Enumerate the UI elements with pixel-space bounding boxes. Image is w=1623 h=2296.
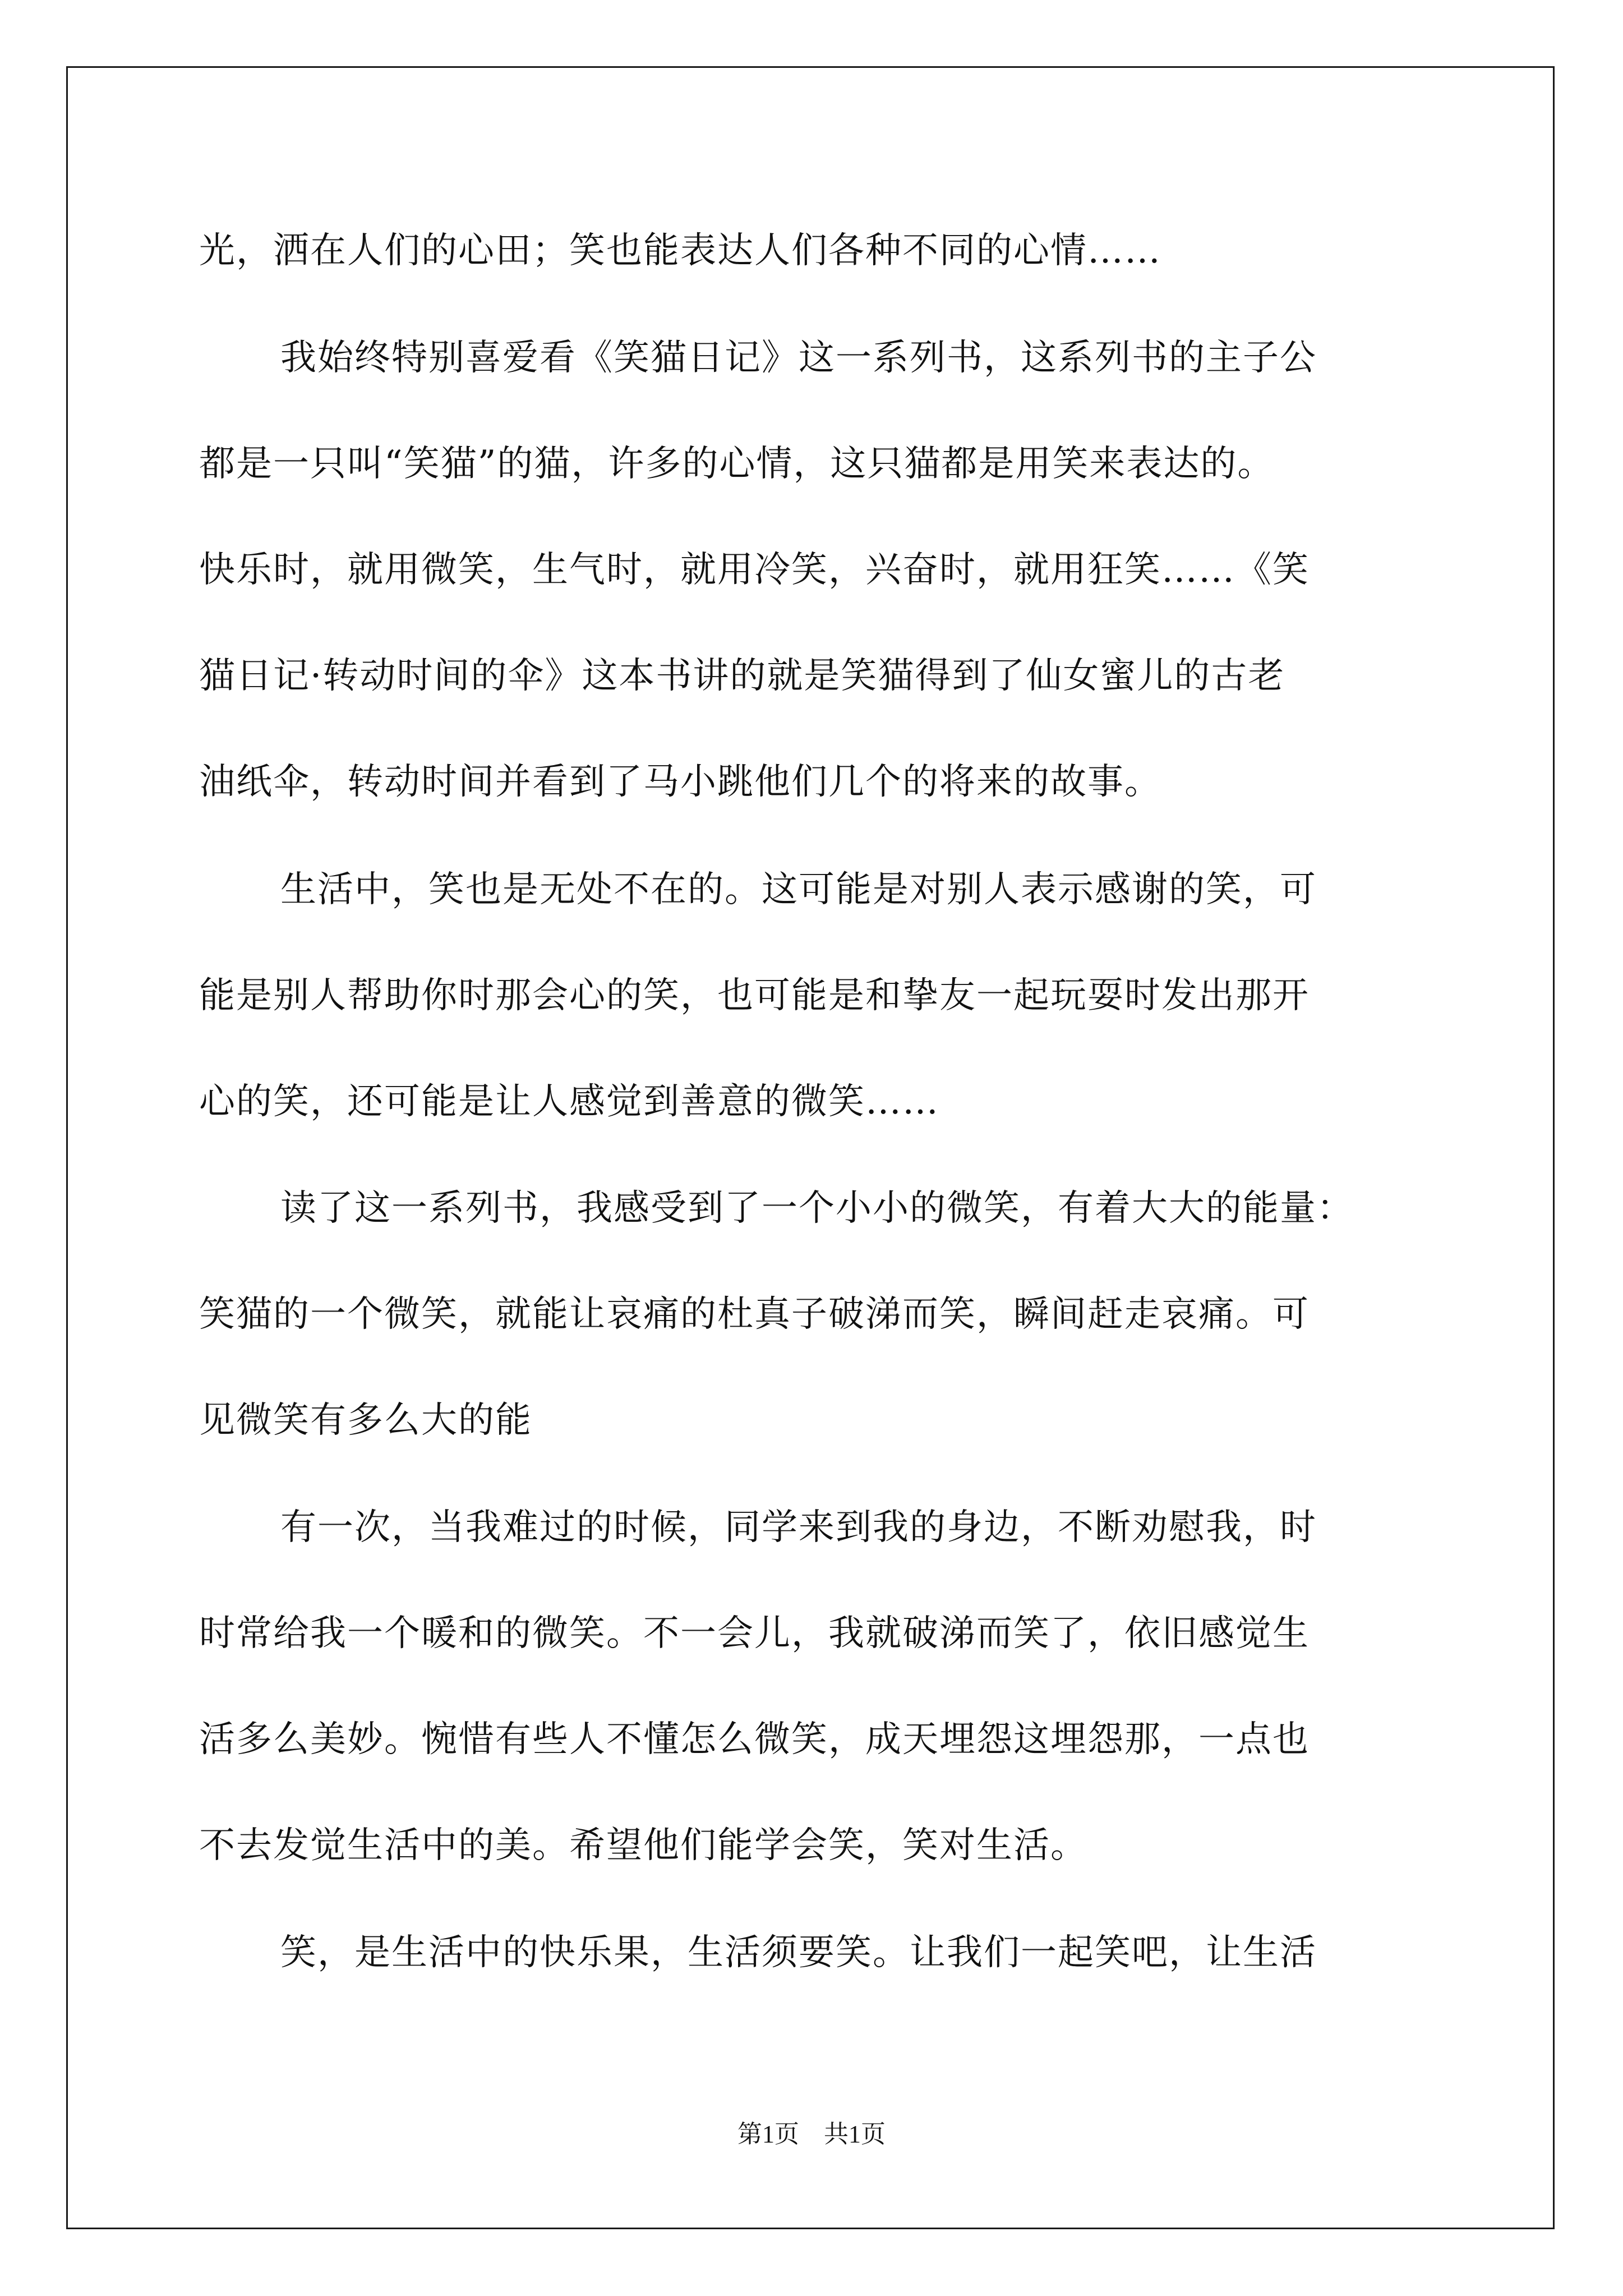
text-line: 时常给我一个暖和的微笑。不一会儿，我就破涕而笑了，依旧感觉生 [199,1613,1310,1654]
text-line: 快乐时，就用微笑，生气时，就用冷笑，兴奋时，就用狂笑……《笑 [199,549,1310,591]
page-footer [0,2118,1623,2151]
text-line: 不去发觉生活中的美。希望他们能学会笑，笑对生活。 [199,1825,1087,1866]
paragraph-start-line: 有一次，当我难过的时候，同学来到我的身边，不断劝慰我，时 [280,1507,1317,1548]
paragraph-start-line: 笑，是生活中的快乐果，生活须要笑。让我们一起笑吧，让生活 [280,1932,1317,1973]
text-line: 油纸伞，转动时间并看到了马小跳他们几个的将来的故事。 [199,761,1161,803]
paragraph-start-line: 生活中，笑也是无处不在的。这可能是对别人表示感谢的笑，可 [280,869,1317,910]
paragraph-start-line: 读了这一系列书，我感受到了一个小小的微笑，有着大大的能量： [280,1188,1354,1229]
text-line: 能是别人帮助你时那会心的笑，也可能是和挚友一起玩耍时发出那开 [199,975,1310,1016]
text-line: 都是一只叫“笑猫”的猫，许多的心情，这只猫都是用笑来表达的。 [199,443,1275,485]
paragraph-start-line: 我始终特别喜爱看《笑猫日记》这一系列书，这系列书的主子公 [280,337,1317,379]
text-line: 光，洒在人们的心田；笑也能表达人们各种不同的心情…… [199,230,1161,272]
page-frame [66,66,1555,2229]
text-line: 见微笑有多么大的能 [199,1400,532,1441]
page-number-current: 第1页 [737,2120,799,2148]
page-number-total: 共1页 [824,2120,886,2148]
text-line: 笑猫的一个微笑，就能让哀痛的杜真子破涕而笑，瞬间赶走哀痛。可 [199,1294,1310,1335]
text-line: 活多么美妙。惋惜有些人不懂怎么微笑，成天埋怨这埋怨那，一点也 [199,1719,1310,1760]
text-line: 猫日记·转动时间的伞》这本书讲的就是笑猫得到了仙女蜜儿的古老 [199,655,1285,697]
text-line: 心的笑，还可能是让人感觉到善意的微笑…… [199,1081,939,1122]
